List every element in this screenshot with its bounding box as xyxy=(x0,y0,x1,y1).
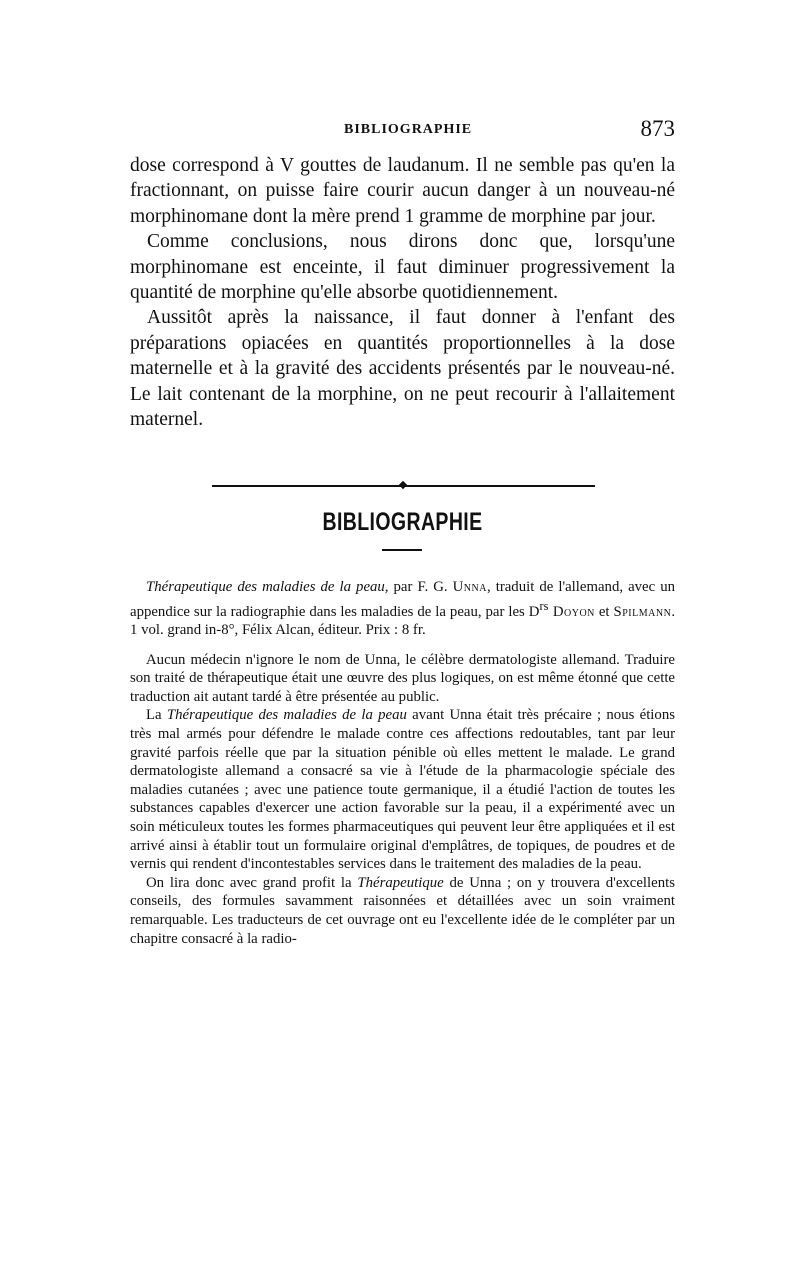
main-text xyxy=(130,153,675,432)
page-number: 873 xyxy=(640,116,675,141)
paragraph: Comme conclusions, nous dirons donc que, lorsqu'une morphinomane est enceinte, il faut diminuer progressivement la quantité de morphine qu'elle absorbe quotidiennement. xyxy=(130,231,675,304)
paragraph: dose correspond à V gouttes de laudanum. Il ne semble pas qu'en la fractionnant, on puisse faire courir aucun danger à un nouveau-né morphinomane dont la mère prend 1 gramme de morphine par jour. xyxy=(130,155,675,227)
translator-name: Spilmann xyxy=(613,603,672,620)
section-title: BIBLIOGRAPHIE xyxy=(322,508,483,536)
book-title-ref: Thérapeutique des maladies de la peau xyxy=(166,707,407,724)
title-underline xyxy=(382,549,422,551)
review-paragraph: On lira donc avec grand profit la Thérapeutique de Unna ; on y trouvera d'excellents conseils, des formules savamment raisonnées et détaillées avec un soin vraiment remarquable. Les traducteurs de cet ouvrage ont eu l'excellente idée de le compléter par un chapitre consacré à la radio- xyxy=(130,874,675,947)
author-name: Unna xyxy=(452,579,487,595)
paragraph: Aussitôt après la naissance, il faut donner à l'enfant des préparations opiacées en quantités proportionnelles à la dose maternelle et à la gravité des accidents présentés par le nouveau-né. Le lait contenant de la morphine, on ne peut recourir à l'allaitement maternel. xyxy=(130,307,675,431)
book-title: Thérapeutique des maladies de la peau, xyxy=(146,579,389,595)
page-header xyxy=(130,116,675,144)
divider-ornament xyxy=(399,481,407,489)
running-title: BIBLIOGRAPHIE xyxy=(344,122,473,137)
bibliography-section xyxy=(130,578,675,948)
review-paragraph: La Thérapeutique des maladies de la peau avant Unna était très précaire ; nous étions très mal armés pour défendre le malade contre ces affections redoutables, tant par leur gravité parfois réelle que par la situation pénible où elles mettent le malade. Le grand dermatologiste allemand a consacré sa vie à l'étude de la pharmacologie spéciale des maladies cutanées ; avec une patience toute germanique, il a étudié l'action de toutes les substances capables d'exercer une action favorable sur la peau, il a expérimenté avec un soin méticuleux toutes les formes pharmaceutiques qui peuvent leur être appliquées et il est arrivé ainsi à établir tout un formulaire original d'emplâtres, de topiques, de poudres et de vernis qui rendent d'incontestables services dans le traitement des maladies de la peau. xyxy=(130,707,675,873)
review-paragraph: Aucun médecin n'ignore le nom de Unna, le célèbre dermatologiste allemand. Traduire son traité de thérapeutique était une œuvre des plus logiques, on est même étonné que cette traduction ait autant tardé à être présentée au public. xyxy=(130,651,675,705)
translator-name: Doyon xyxy=(548,603,595,620)
bibliography-entry: Thérapeutique des maladies de la peau, par F. G. Unna, traduit de l'allemand, avec un appendice sur la radiographie dans les maladies de la peau, par les $D^{rs}$ Doyon et Spilmann. 1 vol. grand in-8°, Félix Alcan, éditeur. Prix : 8 fr. xyxy=(130,579,676,639)
section-divider xyxy=(212,482,595,490)
book-title-ref: Thérapeutique xyxy=(357,874,444,891)
